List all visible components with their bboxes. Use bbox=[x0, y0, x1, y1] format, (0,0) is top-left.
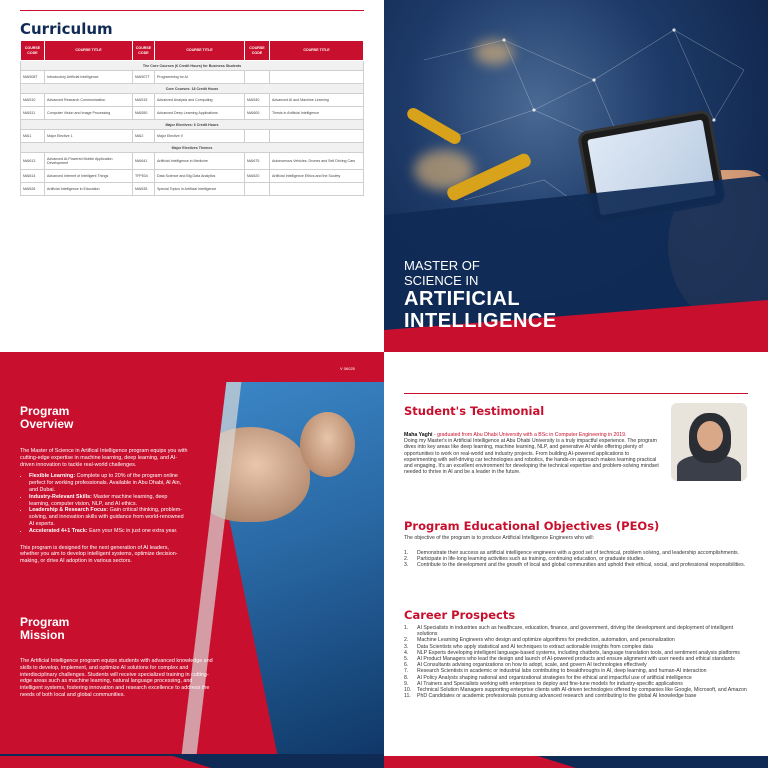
group-label: Major Electives: 6 Credit Hours bbox=[21, 120, 364, 130]
course-code-cell: MAI600 bbox=[245, 107, 270, 120]
list-item: 6. AI Consultants advising organizations on how to adopt, scale, and govern AI technologies effectively bbox=[404, 662, 647, 669]
testimonial-title: Student's Testimonial bbox=[404, 404, 545, 418]
course-code-cell: MAI613 bbox=[21, 153, 45, 170]
list-item: 5. AI Product Managers who lead the design and launch of AI-powered products and ensure alignment with user needs and ethical standards bbox=[404, 656, 735, 663]
course-title-cell: Programming for AI bbox=[155, 71, 245, 84]
mission-text: The Artificial Intelligence program equips students with advanced knowledge and skills to develop, implement, and optimize AI solutions for complex and interdisciplinary challenges. Students will receive specialized training in cutting-edge areas such as machine learning, natural language processing, and intelligent systems, fostering innovation and research excellence to address the needs of both local and global communities. bbox=[20, 658, 213, 698]
course-title-cell: Data Science and Big Data Analytics bbox=[155, 170, 245, 183]
list-item: 10. Technical Solution Managers supporting enterprise clients with AI-driven technologies offered by companies like Google, Microsoft, and Amazon bbox=[404, 687, 747, 694]
list-item: 3. Contribute to the development and the growth of local and global communities and uphold their ethical, social, and professional responsibilities. bbox=[404, 562, 746, 569]
course-title-cell bbox=[270, 130, 364, 143]
header-cell: COURSE CODE bbox=[245, 41, 270, 61]
overview-bullet: • Flexible Learning: Complete up to 20% of the program online perfect for working professionals. Available in Abu Dhabi, Al Ain, and Dubai. bbox=[29, 473, 188, 493]
course-code-cell: MAI635 bbox=[133, 183, 155, 196]
course-code-cell: MAI626 bbox=[21, 183, 45, 196]
student-graduation: - graduated from Abu Dhabi University with a BSc in Computer Engineering in 2019. bbox=[432, 432, 627, 438]
curriculum-page bbox=[0, 0, 384, 352]
table-row bbox=[21, 170, 364, 183]
overview-bullets bbox=[29, 473, 188, 534]
course-title-cell bbox=[270, 183, 364, 196]
document-reference: V 06025 bbox=[340, 366, 355, 371]
course-title-cell: Advanced Research Communication bbox=[45, 94, 133, 107]
course-title-cell: Advanced Deep Learning Applications bbox=[155, 107, 245, 120]
list-item: 1. Demonstrate their success as artificial intelligence engineers with a good set of technical, problem solving, and leadership accomplishments. bbox=[404, 550, 740, 556]
course-title-cell: Advanced AI-Powered Mobile Application Development bbox=[45, 153, 133, 170]
divider bbox=[404, 393, 748, 394]
course-title-cell bbox=[270, 71, 364, 84]
table-row bbox=[21, 183, 364, 196]
course-title-cell: Major Elective II bbox=[155, 130, 245, 143]
overview-bullet: • Industry-Relevant Skills: Master machine learning, deep learning, computer vision, NLP, and AI ethics. bbox=[29, 494, 188, 508]
curriculum-title: Curriculum bbox=[20, 20, 113, 38]
course-code-cell: MAI641 bbox=[133, 153, 155, 170]
course-code-cell bbox=[245, 130, 270, 143]
course-title-cell: Artificial Intelligence in Medicine bbox=[155, 153, 245, 170]
course-code-cell: MAI675 bbox=[245, 153, 270, 170]
course-title-cell: Computer Vision and Image Processing bbox=[45, 107, 133, 120]
course-title-cell: Major Elective 1 bbox=[45, 130, 133, 143]
list-item: 8. AI Policy Analysts shaping national and organizational strategies for the ethical and impactful use of artificial intelligence bbox=[404, 674, 692, 681]
cover-line: SCIENCE IN bbox=[404, 273, 479, 288]
course-title-cell: Thesis in Artificial Intelligence bbox=[270, 107, 364, 120]
student-photo bbox=[671, 403, 747, 481]
course-code-cell: MAI1 bbox=[21, 130, 45, 143]
table-row bbox=[21, 107, 364, 120]
peos-title: Program Educational Objectives (PEOs) bbox=[404, 519, 660, 533]
course-title-cell: Introductory Artificial Intelligence bbox=[45, 71, 133, 84]
course-code-cell: MAI550 bbox=[133, 107, 155, 120]
curriculum-table bbox=[20, 40, 364, 196]
group-row bbox=[21, 143, 364, 153]
list-item: 2. Participate in life-long learning activities such as training, continuing education, or graduate studies. bbox=[404, 556, 645, 563]
course-title-cell: Advanced Internet of Intelligent Things bbox=[45, 170, 133, 183]
group-label: The Core Courses (6 Credit Hours) for Business Students bbox=[21, 61, 364, 71]
list-item: 4. NLP Experts developing intelligent language-based systems, including chatbots, language translation tools, and sentiment analysis platforms bbox=[404, 649, 740, 656]
course-title-cell: Special Topics in Artificial Intelligence bbox=[155, 183, 245, 196]
list-item: 2. Machine Learning Engineers who design and optimize algorithms for prediction, automation, and personalization bbox=[404, 637, 675, 644]
peos-list bbox=[404, 550, 750, 569]
overview-page bbox=[0, 352, 384, 768]
cover-title bbox=[404, 258, 557, 332]
group-row bbox=[21, 84, 364, 94]
overview-text bbox=[20, 448, 188, 565]
header-cell: COURSE TITLE bbox=[155, 41, 245, 61]
course-title-cell: Advanced Analysis and Computing bbox=[155, 94, 245, 107]
testimonial-text bbox=[404, 432, 662, 475]
course-code-cell: TFP534 bbox=[133, 170, 155, 183]
course-code-cell: MAI614 bbox=[21, 170, 45, 183]
list-item: 11. PhD Candidates or academic professionals pursuing advanced research and contributing to the global AI knowledge base bbox=[404, 693, 697, 700]
course-code-cell: MAI508T bbox=[21, 71, 45, 84]
list-item: 9. AI Trainers and Specialists working with enterprises to deploy and fine-tune models for industry-specific applications bbox=[404, 680, 683, 687]
list-item: 7. Research Scientists in academic or industrial labs contributing to breakthroughs in AI, deep learning, and human-AI interaction bbox=[404, 668, 707, 675]
header-cell: COURSE CODE bbox=[133, 41, 155, 61]
overview-bullet: • Accelerated 4+1 Track: Earn your MSc in just one extra year. bbox=[29, 528, 188, 535]
list-item: 1. AI Specialists in industries such as healthcare, education, finance, and government, driving the development and deployment of intelligent solutions bbox=[404, 625, 734, 638]
mission-title: Program Mission bbox=[20, 615, 70, 642]
course-code-cell bbox=[245, 71, 270, 84]
cover-line: ARTIFICIAL bbox=[404, 288, 521, 310]
cover-line: INTELLIGENCE bbox=[404, 310, 557, 332]
cover-page bbox=[384, 0, 768, 352]
header-cell: COURSE TITLE bbox=[45, 41, 133, 61]
course-code-cell bbox=[245, 183, 270, 196]
group-label: Major Electives Themes bbox=[21, 143, 364, 153]
group-row bbox=[21, 120, 364, 130]
testimonial-quote: Doing my Master's in Artificial Intelligence at Abu Dhabi University is a truly impactful experience. The program dives into key areas like deep learning, machine learning, NLP, and generative AI while offering plenty of opportunities to work on real-world and industry projects. From building AI-powered applications to experimenting with self-driving car technologies and robotics, the hands-on approach makes learning practical and engaging. It's an excellent environment for developing the technical expertise and problem-solving mindset needed to thrive in AI and be a leader in the future. bbox=[404, 438, 659, 476]
peos-intro: The objective of the program is to produce Artificial Intelligence Engineers who will: bbox=[404, 535, 595, 541]
table-row bbox=[21, 71, 364, 84]
header-cell: COURSE CODE bbox=[21, 41, 45, 61]
course-title-cell: Artificial Intelligence in Education bbox=[45, 183, 133, 196]
course-code-cell: MAI620 bbox=[245, 170, 270, 183]
overview-title: Program Overview bbox=[20, 404, 74, 431]
course-code-cell: MAI2 bbox=[133, 130, 155, 143]
overview-bullet: • Leadership & Research Focus: Gain critical thinking, problem-solving, and innovation skills with guidance from world-renowned AI experts. bbox=[29, 507, 188, 527]
list-item: 3. Data Scientists who apply statistical and AI techniques to extract actionable insights from complex data bbox=[404, 643, 653, 650]
table-row bbox=[21, 153, 364, 170]
student-name: Maha Yaghi bbox=[404, 432, 433, 438]
course-code-cell: MAI515 bbox=[133, 94, 155, 107]
careers-title: Career Prospects bbox=[404, 608, 516, 622]
header-cell: COURSE TITLE bbox=[270, 41, 364, 61]
course-code-cell: MAI507T bbox=[133, 71, 155, 84]
cover-line: MASTER OF bbox=[404, 258, 480, 273]
table-row bbox=[21, 94, 364, 107]
course-code-cell: MAI510 bbox=[21, 94, 45, 107]
course-code-cell: MAI511 bbox=[21, 107, 45, 120]
group-row bbox=[21, 61, 364, 71]
info-page bbox=[384, 352, 768, 768]
overview-closing: This program is designed for the next generation of AI leaders, whether you aim to develop intelligent systems, optimize decision-making, or drive AI adoption in various sectors. bbox=[20, 544, 178, 565]
group-label: Core Courses: 18 Credit Hours bbox=[21, 84, 364, 94]
course-title-cell: Autonomous Vehicles, Drones and Self Driving Cars bbox=[270, 153, 364, 170]
course-code-cell: MAI540 bbox=[245, 94, 270, 107]
overview-intro: The Master of Science in Artifical Intelligence program equips you with cutting-edge expertise in machine learning, deep learning, and AI-driven innovation to tackle real-world challenges. bbox=[20, 448, 188, 468]
course-title-cell: Artificial Intelligence Ethics and the Society bbox=[270, 170, 364, 183]
table-header-row bbox=[21, 41, 364, 61]
top-divider bbox=[20, 10, 364, 11]
table-row bbox=[21, 130, 364, 143]
course-title-cell: Advanced AI and Machine Learning bbox=[270, 94, 364, 107]
careers-list bbox=[404, 625, 750, 699]
